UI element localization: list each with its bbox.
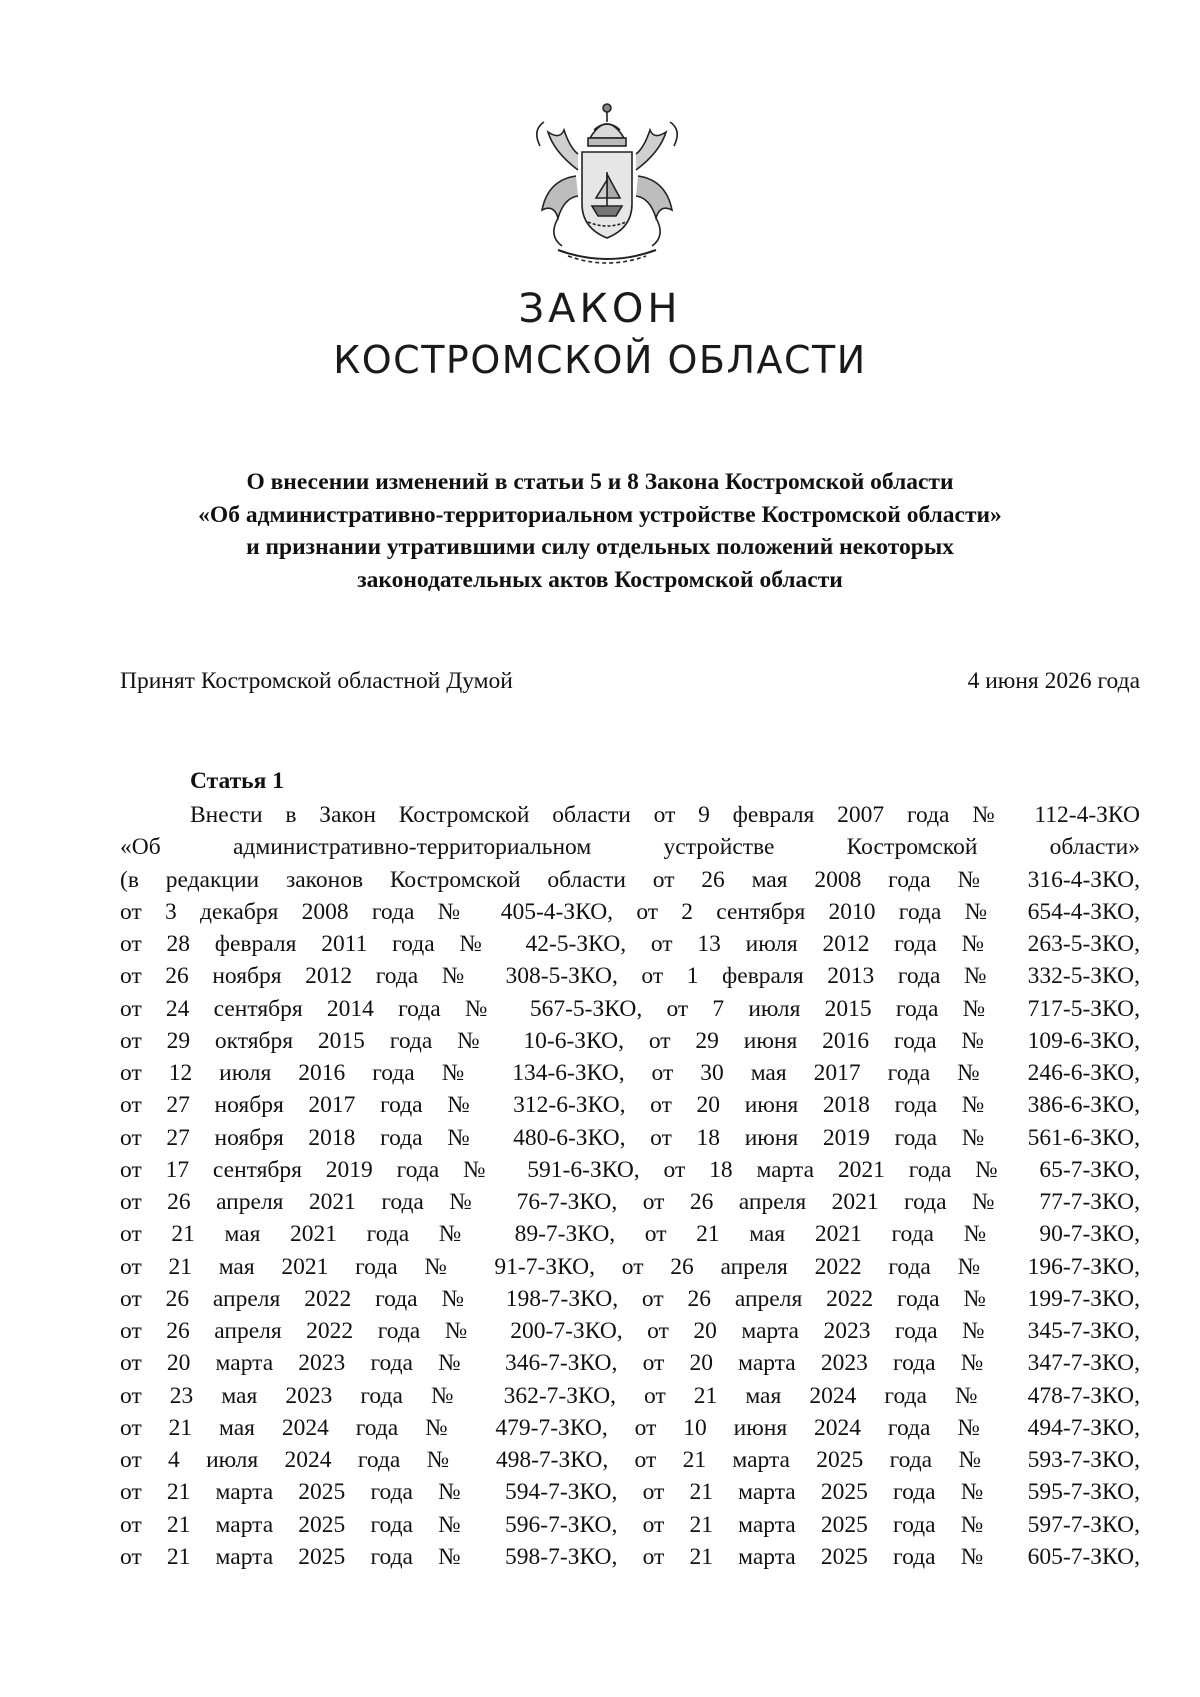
body-line: от 21 мая 2021 года № 89-7-ЗКО, от 21 мая 2021 года № 90-7-ЗКО, — [120, 1221, 1140, 1248]
body-line: от 27 ноября 2018 года № 480-6-ЗКО, от 18 июня 2019 года № 561-6-ЗКО, — [120, 1124, 1140, 1151]
body-line: Внести в Закон Костромской области от 9 февраля 2007 года № 112-4-ЗКО — [190, 802, 1140, 828]
coat-of-arms-emblem — [518, 100, 696, 266]
heading-line: и признании утратившими силу отдельных положений некоторых — [246, 534, 954, 560]
law-title-line2: КОСТРОМСКОЙ ОБЛАСТИ — [333, 338, 867, 382]
body-line: от 21 марта 2025 года № 598-7-ЗКО, от 21 марта 2025 года № 605-7-ЗКО, — [120, 1543, 1140, 1570]
body-line: от 21 марта 2025 года № 594-7-ЗКО, от 21 марта 2025 года № 595-7-ЗКО, — [120, 1479, 1140, 1506]
body-line: от 26 ноября 2012 года № 308-5-ЗКО, от 1 февраля 2013 года № 332-5-ЗКО, — [120, 963, 1140, 990]
adopted-by-text: Принят Костромской областной Думой — [120, 668, 513, 694]
body-line: (в редакции законов Костромской области от 26 мая 2008 года № 316-4-ЗКО, — [120, 866, 1140, 893]
heading-line: О внесении изменений в статьи 5 и 8 Закона Костромской области — [246, 469, 954, 495]
article-body — [120, 799, 1140, 1573]
body-line: от 27 ноября 2017 года № 312-6-ЗКО, от 20 июня 2018 года № 386-6-ЗКО, — [120, 1092, 1140, 1119]
body-line: от 28 февраля 2011 года № 42-5-ЗКО, от 13 июля 2012 года № 263-5-ЗКО, — [120, 931, 1140, 957]
document-heading — [120, 466, 1080, 596]
body-line: от 26 апреля 2021 года № 76-7-ЗКО, от 26 апреля 2021 года № 77-7-ЗКО, — [120, 1189, 1140, 1215]
body-line: «Об административно-территориальном устройстве Костромской области» — [120, 834, 1140, 861]
body-line: от 20 марта 2023 года № 346-7-ЗКО, от 20 марта 2023 года № 347-7-ЗКО, — [120, 1350, 1140, 1377]
body-line: от 4 июля 2024 года № 498-7-ЗКО, от 21 марта 2025 года № 593-7-ЗКО, — [120, 1447, 1140, 1473]
body-line: от 26 апреля 2022 года № 198-7-ЗКО, от 26 апреля 2022 года № 199-7-ЗКО, — [120, 1285, 1140, 1312]
law-title-line1: ЗАКОН — [518, 286, 682, 332]
body-line: от 24 сентября 2014 года № 567-5-ЗКО, от 7 июля 2015 года № 717-5-ЗКО, — [120, 995, 1140, 1022]
heading-line: «Об административно-территориальном устройстве Костромской области» — [198, 501, 1002, 528]
body-line: от 23 мая 2023 года № 362-7-ЗКО, от 21 мая 2024 года № 478-7-ЗКО, — [120, 1382, 1140, 1409]
heading-line: законодательных актов Костромской области — [357, 566, 843, 593]
body-line: от 26 апреля 2022 года № 200-7-ЗКО, от 20 марта 2023 года № 345-7-ЗКО, — [120, 1318, 1140, 1344]
body-line: от 29 октября 2015 года № 10-6-ЗКО, от 29 июня 2016 года № 109-6-ЗКО, — [120, 1027, 1140, 1054]
article-title: Статья 1 — [190, 768, 284, 794]
body-line: от 17 сентября 2019 года № 591-6-ЗКО, от 18 марта 2021 года № 65-7-ЗКО, — [120, 1156, 1140, 1183]
body-line: от 3 декабря 2008 года № 405-4-ЗКО, от 2 сентября 2010 года № 654-4-ЗКО, — [120, 898, 1140, 925]
body-line: от 21 мая 2021 года № 91-7-ЗКО, от 26 апреля 2022 года № 196-7-ЗКО, — [120, 1253, 1140, 1280]
body-line: от 21 марта 2025 года № 596-7-ЗКО, от 21 марта 2025 года № 597-7-ЗКО, — [120, 1511, 1140, 1538]
body-line: от 21 мая 2024 года № 479-7-ЗКО, от 10 июня 2024 года № 494-7-ЗКО, — [120, 1414, 1140, 1441]
adoption-date: 4 июня 2026 года — [967, 668, 1140, 694]
body-line: от 12 июля 2016 года № 134-6-ЗКО, от 30 мая 2017 года № 246-6-ЗКО, — [120, 1060, 1140, 1086]
